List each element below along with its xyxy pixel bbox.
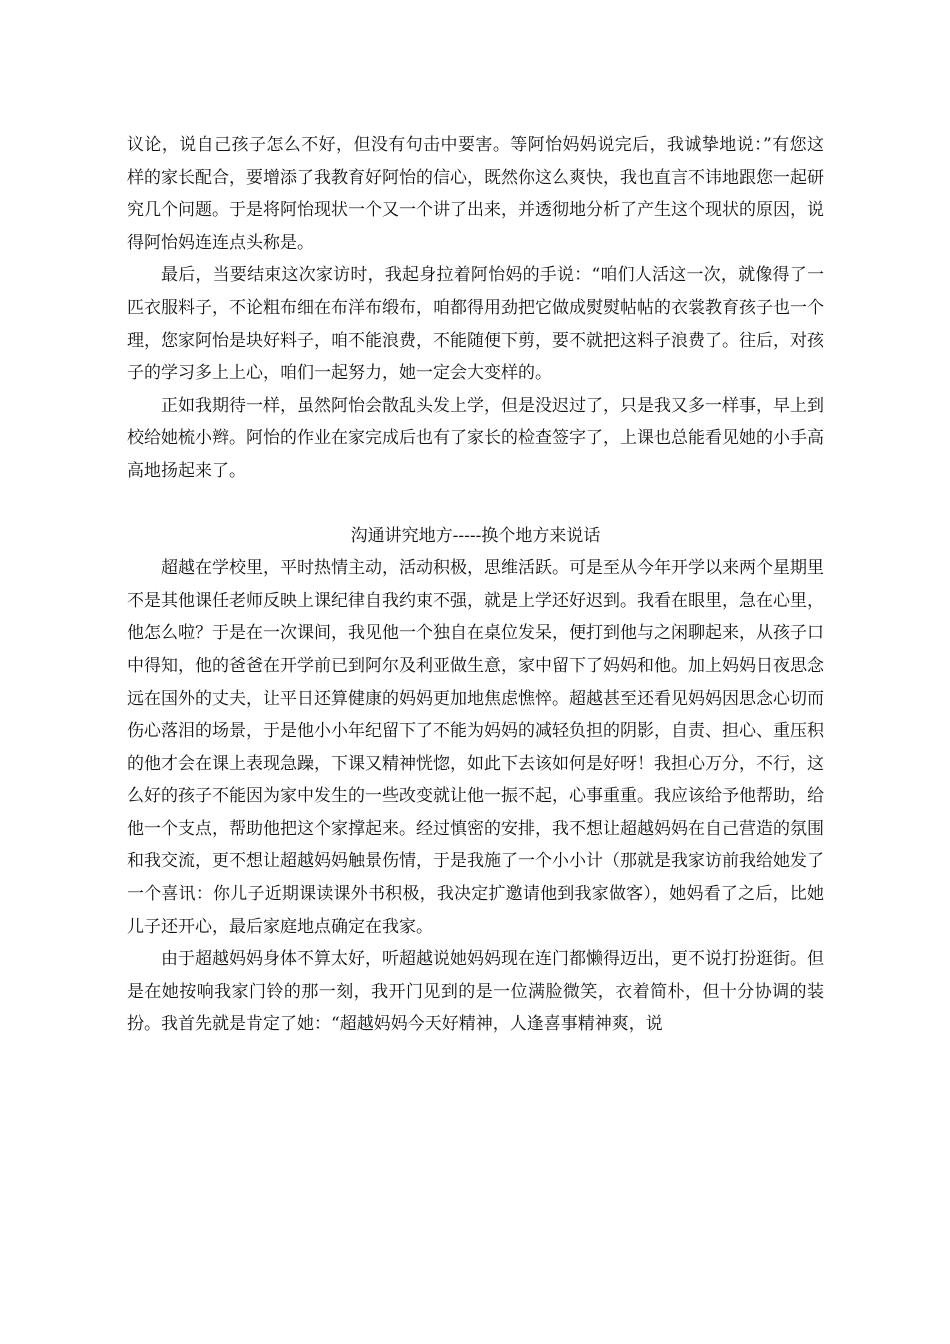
paragraph-5: 由于超越妈妈身体不算太好，听超越说她妈妈现在连门都懒得迈出，更不说打扮逛街。但是在她按响我家门铃的那一刻，我开门见到的是一位满脸微笑，衣着简朴，但十分协调的装扮。我首先就是肯定了她：“超越妈妈今天好精神，人逢喜事精神爽，说 xyxy=(127,949,824,1035)
document-body xyxy=(127,129,824,1041)
paragraph-3: 正如我期待一样，虽然阿怡会散乱头发上学，但是没迟过了，只是我又多一样事，早上到校给她梳小辫。阿怡的作业在家完成后也有了家长的检查签字了，上课也总能看见她的小手高高地扬起来了。 xyxy=(127,395,824,481)
section-gap xyxy=(127,488,824,520)
paragraph-4: 超越在学校里，平时热情主动，活动积极，思维活跃。可是至从今年开学以来两个星期里不是其他课任老师反映上课纪律自我约束不强，就是上学还好迟到。我看在眼里，急在心里，他怎么啦？于是在一次课间，我见他一个独自在桌位发呆，便打到他与之闲聊起来，从孩子口中得知，他的爸爸在开学前已到阿尔及利亚做生意，家中留下了妈妈和他。加上妈妈日夜思念远在国外的丈夫，让平日还算健康的妈妈更加地焦虑憔悴。超越甚至还看见妈妈因思念心切而伤心落泪的场景，于是他小小年纪留下了不能为妈妈的减轻负担的阴影，自责、担心、重压积的他才会在课上表现急躁，下课又精神恍惚，如此下去该如何是好呀！我担心万分，不行，这么好的孩子不能因为家中发生的一些改变就让他一振不起，心事重重。我应该给予他帮助，给他一个支点，帮助他把这个家撑起来。经过慎密的安排，我不想让超越妈妈在自己营造的氛围和我交流，更不想让超越妈妈触景伤情，于是我施了一个小小计（那就是我家访前我给她发了一个喜讯：你儿子近期课读课外书积极，我决定扩邀请他到我家做客），她妈看了之后，比她儿子还开心，最后家庭地点确定在我家。 xyxy=(127,558,824,937)
section-title: 沟通讲究地方-----换个地方来说话 xyxy=(350,525,601,546)
paragraph-2: 最后，当要结束这次家访时，我起身拉着阿怡妈的手说：“咱们人活这一次，就像得了一匹衣服料子，不论粗布细在布洋布缎布，咱都得用劲把它做成熨熨帖帖的衣裳教育孩子也一个理，您家阿怡是块好料子，咱不能浪费，不能随便下剪，要不就把这料子浪费了。往后，对孩子的学习多上上心，咱们一起努力，她一定会大变样的。 xyxy=(127,265,824,384)
paragraph-1: 议论，说自己孩子怎么不好，但没有句击中要害。等阿怡妈妈说完后，我诚挚地说：”有您这样的家长配合，要增添了我教育好阿怡的信心，既然你这么爽快，我也直言不讳地跟您一起研究几个问题。于是将阿怡现状一个又一个讲了出来，并透彻地分析了产生这个现状的原因，说得阿怡妈连连点头称是。 xyxy=(127,135,824,253)
